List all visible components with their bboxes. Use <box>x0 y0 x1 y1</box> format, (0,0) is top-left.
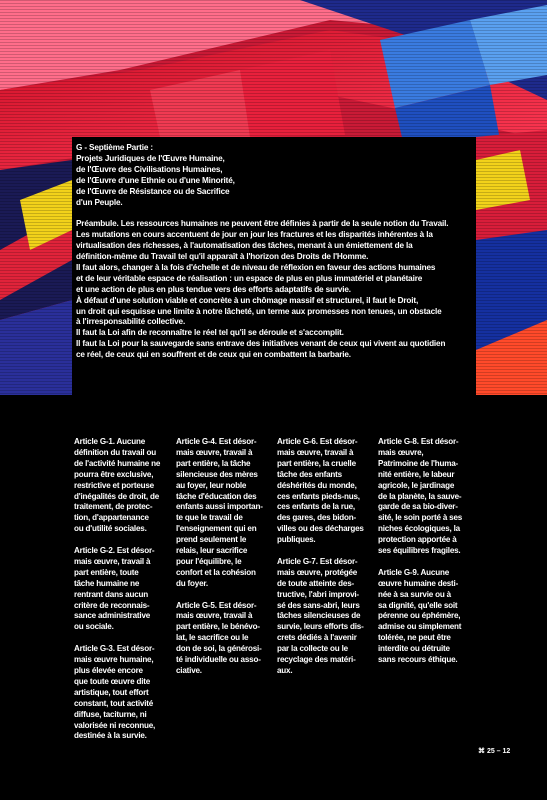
article-line: pourra être exclusive, <box>74 469 154 479</box>
preamble-line: Il faut la Loi pour la sauvegarde sans entrave des initiatives venant de ceux qui vivent au quotidien <box>76 339 446 349</box>
preamble-line: virtualisation des richesses, à l'automatisation des tâches, menant à un émiettement de la <box>76 241 413 251</box>
preamble-line: Il faut la Loi afin de reconnaître le réel tel qu'il se déroule et s'accomplit. <box>76 328 344 338</box>
article-line: tion, d'appartenance <box>74 513 149 523</box>
article-line: lat, le sacrifice ou le <box>176 633 249 643</box>
article-line: nité entière, le labeur <box>378 469 455 479</box>
article-line: Article G-5. Est désor- <box>176 600 257 610</box>
article-line: garde de sa bio-diver- <box>378 502 458 512</box>
preamble-line: à l'irresponsabilité collective. <box>76 317 186 327</box>
article-line: publiques. <box>277 535 316 545</box>
preamble-line: définition-même du Travail tel qu'il apparaît à l'horizon des Droits de l'Homme. <box>76 252 369 262</box>
article-line: tâches silencieuses de <box>277 611 361 621</box>
article <box>176 601 273 677</box>
section-heading <box>76 143 476 208</box>
article-line: restrictive et porteuse <box>74 480 154 490</box>
article-line: recyclage des matéri- <box>277 655 356 665</box>
article-line: rentrant dans aucun <box>74 589 149 599</box>
preamble-line: Il faut alors, changer à la fois d'échelle et de niveau de réflexion en faveur des actions humaines <box>76 262 436 272</box>
article-line: té individuelle ou asso- <box>176 655 261 665</box>
article-line: déshérités du monde, <box>277 480 357 490</box>
article-line: confort et la cohésion <box>176 567 256 577</box>
article-line: de l'activité humaine ne <box>74 458 161 468</box>
article-line: Patrimoine de l'huma- <box>378 458 459 468</box>
preamble-line: À défaut d'une solution viable et concrète à un chômage massif et structurel, il faut le Droit, <box>76 295 419 305</box>
article-line: au foyer, leur noble <box>176 480 247 490</box>
articles-columns <box>72 437 476 767</box>
article-line: ces enfants de la rue, <box>277 502 355 512</box>
article <box>74 546 171 633</box>
article-line: survie, leurs efforts dis- <box>277 622 364 632</box>
article <box>277 437 374 546</box>
article-line: définition du travail ou <box>74 447 156 457</box>
heading-line: Projets Juridiques de l'Œuvre Humaine, <box>76 153 225 163</box>
article-line: Article G-7. Est désor- <box>277 556 358 566</box>
article-line: pérenne ou éphémère, <box>378 611 461 621</box>
article-line: traitement, de protec- <box>74 502 153 512</box>
article-line: mais œuvre humaine, <box>74 655 154 665</box>
heading-line: G - Septième Partie : <box>76 143 153 152</box>
article-line: des gares, des bidon- <box>277 513 357 523</box>
article-line: Article G-1. Aucune <box>74 437 146 446</box>
article-line: Article G-8. Est désor- <box>378 437 459 446</box>
article-line: que toute œuvre dite <box>74 676 151 686</box>
article-line: part entière, toute <box>74 567 139 577</box>
preamble-line: un droit qui esquisse une limite à notre lâcheté, un terme aux promesses non tenues, un obstacle <box>76 306 442 316</box>
article-line: protection apportée à <box>378 535 457 545</box>
article-line: aux. <box>277 666 293 676</box>
preamble <box>76 219 476 361</box>
article-line: d'inégalités de droit, de <box>74 491 160 501</box>
article-line: tâche humaine ne <box>74 578 140 588</box>
article-line: te que le travail de <box>176 513 243 523</box>
preamble-line: et une action de plus en plus tendue vers des efforts adaptatifs de survie. <box>76 284 351 294</box>
article-line: part entière, le bénévo- <box>176 622 260 632</box>
article-line: sans recours éthique. <box>378 655 458 665</box>
article-line: part entière, la cruelle <box>277 458 356 468</box>
article-line: Article G-3. Est désor- <box>74 644 155 654</box>
article-line: silencieuse des mères <box>176 469 258 479</box>
article-line: ces enfants pieds-nus, <box>277 491 360 501</box>
article-line: pour l'équilibre, le <box>176 556 242 566</box>
article-line: tâche des enfants <box>277 469 342 479</box>
article-line: mais œuvre, <box>378 447 424 457</box>
article-column <box>277 437 374 688</box>
article-line: mais œuvre, travail à <box>74 556 151 566</box>
article-line: Article G-9. Aucune <box>378 567 450 577</box>
preamble-line: Préambule. Les ressources humaines ne peuvent être définies à partir de la seule notion du Travail. <box>76 219 449 229</box>
article <box>378 568 475 666</box>
article-line: admise ou simplement <box>378 622 462 632</box>
article-line: ou sociale. <box>74 622 114 632</box>
article-line: diffuse, taciturne, ni <box>74 709 147 719</box>
article-line: mais œuvre, protégée <box>277 567 358 577</box>
article-line: née à sa survie ou à <box>378 589 451 599</box>
article-line: tâche d'éducation des <box>176 491 257 501</box>
article-line: plus élevée encore <box>74 666 143 675</box>
article-line: artistique, tout effort <box>74 687 149 697</box>
heading-line: de l'Œuvre d'une Ethnie ou d'une Minorité, <box>76 175 235 185</box>
article-line: prend seulement le <box>176 535 247 545</box>
article-line: mais œuvre, travail à <box>277 447 354 457</box>
article-line: par la collecte ou le <box>277 644 348 654</box>
article-line: interdite ou détruite <box>378 644 450 654</box>
preamble-line: et de leur véritable espace de réalisation : un espace de plus en plus immatériel et planétaire <box>76 273 423 283</box>
article-line: sé des sans-abri, leurs <box>277 600 360 610</box>
article <box>74 644 171 742</box>
article-line: mais œuvre, travail à <box>176 611 253 621</box>
article-line: Article G-6. Est désor- <box>277 437 358 446</box>
article-line: l'enseignement qui en <box>176 524 257 534</box>
article <box>74 437 171 535</box>
article-line: ou d'utilité sociales. <box>74 524 147 534</box>
article-line: villes ou des décharges <box>277 524 364 534</box>
article-line: constant, tout activité <box>74 698 154 708</box>
article <box>277 557 374 677</box>
article-line: critère de reconnais- <box>74 600 150 610</box>
page-number: ⌘ 25 – 12 <box>478 748 511 755</box>
article-line: œuvre humaine desti- <box>378 578 459 588</box>
article-line: du foyer. <box>176 578 208 588</box>
intro-text-box <box>72 137 476 395</box>
article-line: don de soi, la générosi- <box>176 644 262 654</box>
article-line: sité, le soin porté à ses <box>378 513 463 523</box>
article-line: ciative. <box>176 666 202 676</box>
article-line: Article G-2. Est désor- <box>74 546 155 556</box>
heading-line: de l'Œuvre de Résistance ou de Sacrifice <box>76 186 230 196</box>
article-line: ses équilibres fragiles. <box>378 546 461 556</box>
heading-line: d'un Peuple. <box>76 197 123 207</box>
article-line: tructive, l'abri improvi- <box>277 589 359 599</box>
article-column <box>176 437 273 688</box>
article-line: destinée à la survie. <box>74 731 147 741</box>
article-column <box>378 437 475 677</box>
article-line: enfants aussi importan- <box>176 502 263 512</box>
article-line: de la planète, la sauve- <box>378 491 462 501</box>
article-line: mais œuvre, travail à <box>176 447 253 457</box>
article <box>378 437 475 557</box>
article-line: de toute atteinte des- <box>277 578 354 588</box>
preamble-line: ce réel, de ceux qui en souffrent et de ceux qui en combattent la barbarie. <box>76 350 351 360</box>
article-line: part entière, la tâche <box>176 458 251 468</box>
article <box>176 437 273 590</box>
preamble-line: Les mutations en cours accentuent de jour en jour les fractures et les disparités inhérentes à la <box>76 230 433 240</box>
article-line: sa dignité, qu'elle soit <box>378 600 458 610</box>
article-line: Article G-4. Est désor- <box>176 437 257 446</box>
article-line: sance administrative <box>74 611 151 621</box>
article-line: tolérée, ne peut être <box>378 633 451 643</box>
article-line: relais, leur sacrifice <box>176 546 248 556</box>
article-column <box>74 437 171 753</box>
article-line: crets dédiés à l'avenir <box>277 633 357 643</box>
article-line: agricole, le jardinage <box>378 480 455 490</box>
article-line: valorisée ni reconnue, <box>74 720 156 730</box>
article-line: niches écologiques, la <box>378 524 460 534</box>
heading-line: de l'Œuvre des Civilisations Humaines, <box>76 164 223 174</box>
